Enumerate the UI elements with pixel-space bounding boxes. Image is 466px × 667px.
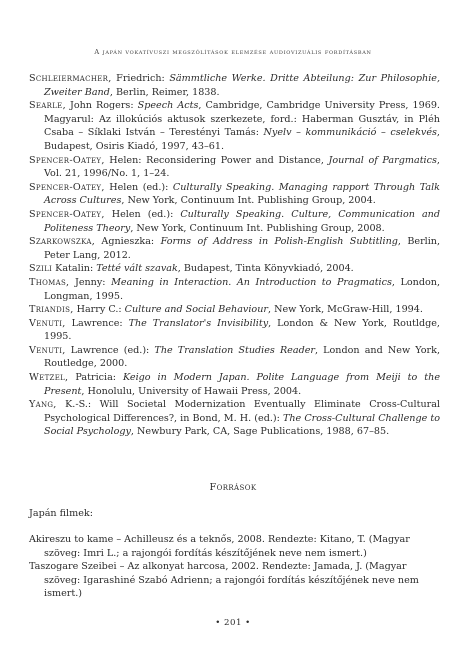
reference-details: Lawrence (ed.): The Translation Studies Reader, London and New York, Routledge, 2000. — [44, 344, 441, 370]
reference-author: Thomas, — [29, 276, 70, 288]
reference-details: Lawrence: The Translator's Invisibility, London & New York, Routldge, 1995. — [44, 317, 440, 343]
reference-entry — [29, 208, 440, 235]
reference-details: Helen (ed.): Culturally Speaking. Managing rapport Through Talk Across Cultures, New York, Continuum Int. Publishing Group, 2004. — [44, 181, 440, 207]
reference-entry — [29, 181, 440, 208]
reference-entry — [29, 99, 440, 153]
reference-entry — [29, 154, 440, 181]
reference-author: Schleiermacher, — [29, 73, 112, 84]
reference-details: Harry C.: Culture and Social Behaviour, New York, McGraw-Hill, 1994. — [73, 304, 423, 316]
reference-entry — [29, 317, 440, 344]
film-list — [29, 533, 440, 601]
reference-entry — [29, 72, 440, 99]
reference-entry — [29, 276, 440, 303]
reference-author: Venuti, — [29, 344, 66, 356]
reference-entry — [29, 262, 440, 276]
reference-author: Spencer-Oatey, — [29, 154, 105, 166]
reference-author: Szili — [29, 263, 53, 275]
reference-author: Searle, — [29, 100, 66, 112]
reference-details: Jenny: Meaning in Interaction. An Introduction to Pragmatics, London, Longman, 1995. — [44, 276, 440, 302]
reference-details: Agnieszka: Forms of Address in Polish-English Subtitling, Berlin, Peter Lang, 2012. — [44, 236, 441, 261]
running-head: A japán vokatívuszi megszólítások elemzése audiovizuális fordításban — [94, 48, 372, 56]
sources-heading: Források — [209, 482, 257, 493]
reference-details: Helen: Reconsidering Power and Distance, Journal of Pargmatics, Vol. 21, 1996/No. 1, 1–24. — [44, 154, 440, 180]
reference-details: Friedrich: Sämmtliche Werke. Dritte Abteilung: Zur Philosophie, Zweiter Band, Berlin, Reimer, 1838. — [44, 73, 440, 98]
reference-entry — [29, 398, 440, 439]
reference-details: Helen (ed.): Culturally Speaking. Culture, Communication and Politeness Theory, New York, Continuum Int. Publishing Group, 2008. — [44, 208, 440, 234]
reference-details: Katalin: Tetté vált szavak, Budapest, Tinta Könyvkiadó, 2004. — [52, 263, 354, 275]
reference-author: Spencer-Oatey, — [29, 208, 105, 220]
film-entry: Taszogare Szeibei – Az alkonyat harcosa, 2002. Rendezte: Jamada, J. (Magyar szöveg: Igarashiné Szabó Adrienn; a rajongói fordítás készítőjének neve nem ismert.) — [29, 561, 419, 600]
reference-details: John Rogers: Speech Acts, Cambridge, Cambridge University Press, 1969. Magyarul: Az illokúciós aktusok szerkezete, ford.: Haberman Gusztáv, in Pléh Csaba – Síklaki István – Terestényi Tamás: Nyelv – kommunikáció – cselekvés, Budapest, Osiris Kiadó, 1997, 43–61. — [44, 100, 440, 152]
reference-author: Wetzel, — [29, 372, 69, 384]
reference-author: Triandis, — [29, 304, 74, 316]
reference-author: Spencer-Oatey, — [29, 181, 105, 193]
reference-entry — [29, 235, 440, 262]
reference-details: Patricia: Keigo in Modern Japan. Polite Language from Meiji to the Present, Honolulu, University of Hawaii Press, 2004. — [44, 372, 440, 397]
reference-author: Szarkowszka, — [29, 236, 96, 248]
reference-author: Yang, — [29, 399, 57, 411]
films-heading: Japán filmek: — [29, 508, 93, 519]
reference-entry — [29, 371, 440, 398]
reference-author: Venuti, — [29, 317, 66, 329]
reference-entry — [29, 303, 440, 317]
film-entry: Akireszu to kame – Achilleusz és a teknős, 2008. Rendezte: Kitano, T. (Magyar szöveg: Imri L.; a rajongói fordítás készítőjének neve nem ismert.) — [29, 534, 410, 559]
bibliography-list — [29, 72, 440, 439]
reference-entry — [29, 344, 440, 371]
page-number: • 201 • — [215, 618, 251, 628]
reference-details: K.-S.: Will Societal Modernization Eventually Eliminate Cross-Cultural Psychological Differences?, in Bond, M. H. (ed.): The Cross-Cultural Challenge to Social Psychology, Newbury Park, CA, Sage Publications, 1988, 67–85. — [44, 399, 440, 438]
